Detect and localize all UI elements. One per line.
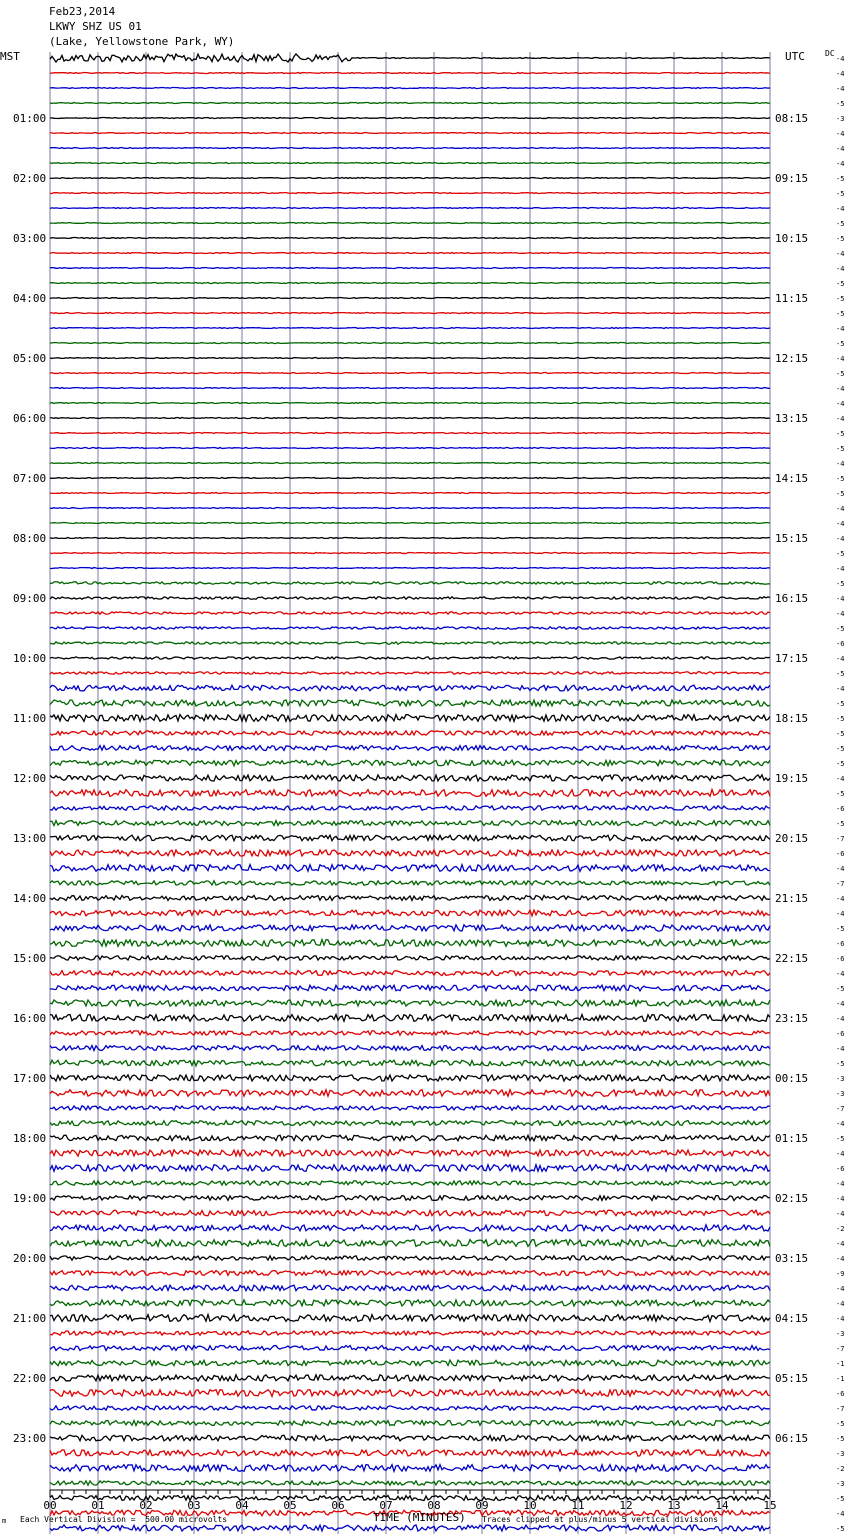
trace-line (50, 806, 770, 810)
left-hour-label: 02:00 (13, 172, 47, 185)
trace-line (50, 1106, 770, 1110)
trace-line (50, 1075, 770, 1081)
right-hour-label: 16:15 (775, 592, 809, 605)
dc-offset: -5 (836, 550, 845, 558)
trace-line (50, 328, 770, 329)
right-hour-labels (775, 112, 808, 1445)
trace-line (50, 553, 770, 554)
left-hour-label: 19:00 (13, 1192, 47, 1205)
clip-note: Traces clipped at plus/minus 5 vertical divisions (482, 1515, 719, 1524)
trace-line (50, 538, 770, 539)
trace-line (50, 985, 770, 991)
left-hour-label: 14:00 (13, 892, 47, 905)
left-hour-label: 05:00 (13, 352, 47, 365)
station-label: LKWY SHZ US 01 (49, 20, 142, 33)
dc-offset: -5 (836, 985, 845, 993)
trace-line (50, 1285, 770, 1291)
x-tick-label: 02 (139, 1499, 153, 1512)
trace-line (50, 1165, 770, 1172)
dc-offset: -7 (836, 1405, 845, 1413)
right-hour-label: 09:15 (775, 172, 809, 185)
dc-offset: -5 (836, 1135, 845, 1143)
dc-offset: -5 (836, 1495, 845, 1503)
trace-line (50, 746, 770, 751)
x-axis-title: TIME (MINUTES) (373, 1511, 466, 1524)
trace-line (50, 627, 770, 629)
left-hour-label: 20:00 (13, 1252, 47, 1265)
trace-line (50, 568, 770, 569)
trace-line (50, 373, 770, 374)
dc-offset: -6 (836, 1165, 845, 1173)
trace-line (50, 1390, 770, 1397)
dc-offset: -4 (836, 1255, 845, 1263)
dc-label: DC (825, 49, 835, 58)
dc-offset: -4 (836, 775, 845, 783)
right-hour-label: 02:15 (775, 1192, 809, 1205)
right-hour-label: 21:15 (775, 892, 809, 905)
dc-offset: -5 (836, 790, 845, 798)
trace-line (50, 283, 770, 284)
date-label: Feb23,2014 (49, 5, 116, 18)
dc-offset: -4 (836, 1510, 845, 1518)
dc-offset: -5 (836, 295, 845, 303)
dc-offset: -4 (836, 85, 845, 93)
dc-offset: -5 (836, 175, 845, 183)
x-tick-label: 04 (235, 1499, 249, 1512)
dc-offset: -5 (836, 445, 845, 453)
trace-line (50, 54, 770, 62)
dc-offset: -3 (836, 115, 845, 123)
dc-offset: -4 (836, 505, 845, 513)
trace-line (50, 253, 770, 254)
left-hour-label: 16:00 (13, 1012, 47, 1025)
trace-line (50, 1375, 770, 1381)
dc-offset-labels (836, 55, 844, 1534)
dc-offset: -7 (836, 880, 845, 888)
seismic-traces (50, 54, 770, 1534)
dc-offset: -7 (836, 1105, 845, 1113)
trace-line (50, 1060, 770, 1066)
trace-line (50, 118, 770, 119)
trace-line (50, 88, 770, 89)
trace-line (50, 582, 770, 584)
trace-line (50, 148, 770, 149)
trace-line (50, 597, 770, 599)
dc-offset: -5 (836, 235, 845, 243)
x-tick-label: 01 (91, 1499, 105, 1512)
trace-line (50, 1240, 770, 1247)
dc-offset: -4 (836, 1240, 845, 1248)
x-tick-label: 00 (43, 1499, 57, 1512)
dc-offset: -5 (836, 475, 845, 483)
dc-offset: -5 (836, 925, 845, 933)
trace-line (50, 896, 770, 901)
dc-offset: -5 (836, 820, 845, 828)
trace-line (50, 821, 770, 826)
x-tick-label: 06 (331, 1499, 345, 1512)
trace-line (50, 760, 770, 766)
dc-offset: -4 (836, 415, 845, 423)
trace-line (50, 418, 770, 419)
scale-note: Each Vertical Division = 500.00 microvolts (20, 1515, 228, 1524)
dc-offset: -4 (836, 70, 845, 78)
dc-offset: -4 (836, 535, 845, 543)
dc-offset: -4 (836, 1315, 845, 1323)
trace-line (50, 715, 770, 722)
dc-offset: -4 (836, 1120, 845, 1128)
left-hour-label: 09:00 (13, 592, 47, 605)
dc-offset: -3 (836, 1480, 845, 1488)
dc-offset: -4 (836, 1015, 845, 1023)
dc-offset: -2 (836, 1465, 845, 1473)
dc-offset: -4 (836, 655, 845, 663)
location-label: (Lake, Yellowstone Park, WY) (49, 35, 235, 48)
left-hour-label: 13:00 (13, 832, 47, 845)
trace-line (50, 493, 770, 494)
right-hour-label: 03:15 (775, 1252, 809, 1265)
dc-offset: -4 (836, 145, 845, 153)
right-hour-label: 13:15 (775, 412, 809, 425)
trace-line (50, 1435, 770, 1441)
dc-offset: -4 (836, 1045, 845, 1053)
dc-offset: -4 (836, 55, 845, 63)
dc-offset: -7 (836, 1345, 845, 1353)
dc-offset: -4 (836, 160, 845, 168)
trace-line (50, 358, 770, 359)
trace-line (50, 403, 770, 404)
dc-offset: -6 (836, 850, 845, 858)
dc-offset: -4 (836, 970, 845, 978)
trace-line (50, 940, 770, 947)
dc-offset: -4 (836, 1150, 845, 1158)
trace-line (50, 1046, 770, 1051)
dc-offset: -4 (836, 1195, 845, 1203)
left-hour-label: 21:00 (13, 1312, 47, 1325)
dc-offset: -5 (836, 1435, 845, 1443)
trace-line (50, 1181, 770, 1185)
right-hour-label: 14:15 (775, 472, 809, 485)
dc-offset: -4 (836, 130, 845, 138)
left-hour-label: 04:00 (13, 292, 47, 305)
left-hour-label: 17:00 (13, 1072, 47, 1085)
trace-line (50, 881, 770, 885)
dc-offset: -4 (836, 595, 845, 603)
right-hour-label: 19:15 (775, 772, 809, 785)
dc-offset: -4 (836, 265, 845, 273)
dc-offset: -5 (836, 190, 845, 198)
right-hour-label: 15:15 (775, 532, 809, 545)
dc-offset: -6 (836, 1030, 845, 1038)
dc-offset: -3 (836, 1450, 845, 1458)
trace-line (50, 775, 770, 781)
trace-line (50, 298, 770, 299)
dc-offset: -5 (836, 1420, 845, 1428)
trace-line (50, 343, 770, 344)
trace-line (50, 790, 770, 797)
trace-line (50, 971, 770, 976)
dc-offset: -5 (836, 340, 845, 348)
left-hour-label: 06:00 (13, 412, 47, 425)
trace-line (50, 1271, 770, 1276)
x-tick-label: 13 (667, 1499, 681, 1512)
dc-offset: -6 (836, 640, 845, 648)
trace-line (50, 178, 770, 179)
left-hour-label: 10:00 (13, 652, 47, 665)
right-hour-label: 23:15 (775, 1012, 809, 1025)
corner-mark: m (2, 1517, 7, 1525)
trace-line (50, 1210, 770, 1216)
left-hour-label: 08:00 (13, 532, 47, 545)
dc-offset: -4 (836, 1210, 845, 1218)
dc-offset: -4 (836, 685, 845, 693)
trace-line (50, 478, 770, 479)
trace-line (50, 388, 770, 389)
dc-offset: -5 (836, 625, 845, 633)
trace-line (50, 1315, 770, 1322)
right-hour-label: 17:15 (775, 652, 809, 665)
trace-line (50, 1121, 770, 1126)
trace-line (50, 956, 770, 960)
trace-line (50, 1135, 770, 1141)
trace-line (50, 1031, 770, 1035)
dc-offset: -7 (836, 835, 845, 843)
dc-offset: -4 (836, 385, 845, 393)
trace-line (50, 1300, 770, 1306)
dc-offset: -3 (836, 1330, 845, 1338)
right-hour-label: 00:15 (775, 1072, 809, 1085)
dc-offset: -6 (836, 805, 845, 813)
left-hour-label: 11:00 (13, 712, 47, 725)
right-hour-label: 11:15 (775, 292, 809, 305)
trace-line (50, 223, 770, 224)
right-hour-label: 04:15 (775, 1312, 809, 1325)
left-hour-label: 18:00 (13, 1132, 47, 1145)
left-timezone-label: MST (0, 50, 20, 63)
right-hour-label: 10:15 (775, 232, 809, 245)
trace-line (50, 1496, 770, 1501)
trace-line (50, 1346, 770, 1351)
x-tick-label: 09 (475, 1499, 489, 1512)
trace-line (50, 1256, 770, 1260)
dc-offset: -4 (836, 1300, 845, 1308)
trace-line (50, 1196, 770, 1201)
dc-offset: -4 (836, 1000, 845, 1008)
trace-line (50, 238, 770, 239)
x-tick-label: 08 (427, 1499, 441, 1512)
x-tick-label: 10 (523, 1499, 537, 1512)
right-timezone-label: UTC (785, 50, 805, 63)
trace-line (50, 463, 770, 464)
dc-offset: -6 (836, 1390, 845, 1398)
right-hour-label: 12:15 (775, 352, 809, 365)
trace-line (50, 268, 770, 269)
trace-line (50, 910, 770, 916)
dc-offset: -5 (836, 730, 845, 738)
left-hour-labels (13, 112, 46, 1445)
dc-offset: -5 (836, 715, 845, 723)
trace-line (50, 193, 770, 194)
trace-line (50, 448, 770, 449)
trace-line (50, 1015, 770, 1022)
dc-offset: -5 (836, 1525, 845, 1533)
trace-line (50, 208, 770, 209)
dc-offset: -6 (836, 955, 845, 963)
right-hour-label: 20:15 (775, 832, 809, 845)
dc-offset: -1 (836, 1360, 845, 1368)
dc-offset: -4 (836, 355, 845, 363)
right-hour-label: 05:15 (775, 1372, 809, 1385)
trace-line (50, 612, 770, 614)
trace-line (50, 508, 770, 509)
left-hour-label: 15:00 (13, 952, 47, 965)
dc-offset: -1 (836, 1375, 845, 1383)
right-hour-label: 06:15 (775, 1432, 809, 1445)
x-tick-label: 07 (379, 1499, 393, 1512)
dc-offset: -4 (836, 1285, 845, 1293)
trace-line (50, 642, 770, 644)
dc-offset: -4 (836, 400, 845, 408)
dc-offset: -5 (836, 745, 845, 753)
trace-line (50, 1525, 770, 1531)
time-axis (43, 1490, 776, 1512)
x-tick-label: 14 (715, 1499, 729, 1512)
dc-offset: -5 (836, 310, 845, 318)
trace-line (50, 1421, 770, 1426)
dc-offset: -4 (836, 565, 845, 573)
dc-offset: -4 (836, 250, 845, 258)
trace-line (50, 523, 770, 524)
dc-offset: -4 (836, 520, 845, 528)
left-hour-label: 03:00 (13, 232, 47, 245)
dc-offset: -5 (836, 580, 845, 588)
trace-line (50, 700, 770, 706)
trace-line (50, 133, 770, 134)
dc-offset: -5 (836, 700, 845, 708)
dc-offset: -5 (836, 670, 845, 678)
trace-line (50, 925, 770, 931)
trace-line (50, 865, 770, 872)
x-tick-label: 05 (283, 1499, 297, 1512)
x-tick-label: 15 (763, 1499, 777, 1512)
dc-offset: -3 (836, 1090, 845, 1098)
dc-offset: -4 (836, 1180, 845, 1188)
trace-line (50, 1360, 770, 1366)
dc-offset: -4 (836, 895, 845, 903)
trace-line (50, 103, 770, 104)
right-hour-label: 18:15 (775, 712, 809, 725)
x-tick-label: 11 (571, 1499, 585, 1512)
trace-line (50, 850, 770, 856)
trace-line (50, 657, 770, 659)
trace-line (50, 731, 770, 735)
trace-line (50, 685, 770, 691)
dc-offset: -6 (836, 940, 845, 948)
dc-offset: -5 (836, 220, 845, 228)
trace-line (50, 1481, 770, 1485)
left-hour-label: 12:00 (13, 772, 47, 785)
trace-line (50, 835, 770, 841)
left-hour-label: 22:00 (13, 1372, 47, 1385)
trace-line (50, 1465, 770, 1472)
dc-offset: -4 (836, 460, 845, 468)
dc-offset: -5 (836, 280, 845, 288)
trace-line (50, 313, 770, 314)
trace-line (50, 1225, 770, 1231)
dc-offset: -4 (836, 910, 845, 918)
dc-offset: -4 (836, 865, 845, 873)
dc-offset: -5 (836, 1060, 845, 1068)
right-hour-label: 08:15 (775, 112, 809, 125)
trace-line (50, 73, 770, 74)
dc-offset: -4 (836, 325, 845, 333)
left-hour-label: 01:00 (13, 112, 47, 125)
trace-line (50, 1406, 770, 1410)
left-hour-label: 23:00 (13, 1432, 47, 1445)
dc-offset: -5 (836, 490, 845, 498)
dc-offset: -5 (836, 370, 845, 378)
trace-line (50, 1331, 770, 1335)
right-hour-label: 01:15 (775, 1132, 809, 1145)
dc-offset: -9 (836, 1270, 845, 1278)
x-tick-label: 03 (187, 1499, 201, 1512)
dc-offset: -4 (836, 205, 845, 213)
trace-line (50, 433, 770, 434)
dc-offset: -5 (836, 430, 845, 438)
dc-offset: -3 (836, 1075, 845, 1083)
x-tick-label: 12 (619, 1499, 633, 1512)
trace-line (50, 1450, 770, 1456)
trace-line (50, 1150, 770, 1156)
dc-offset: -4 (836, 610, 845, 618)
dc-offset: -5 (836, 760, 845, 768)
trace-line (50, 1090, 770, 1097)
trace-line (50, 163, 770, 164)
dc-offset: -5 (836, 100, 845, 108)
left-hour-label: 07:00 (13, 472, 47, 485)
right-hour-label: 22:15 (775, 952, 809, 965)
trace-line (50, 1000, 770, 1006)
trace-line (50, 672, 770, 674)
dc-offset: -2 (836, 1225, 845, 1233)
